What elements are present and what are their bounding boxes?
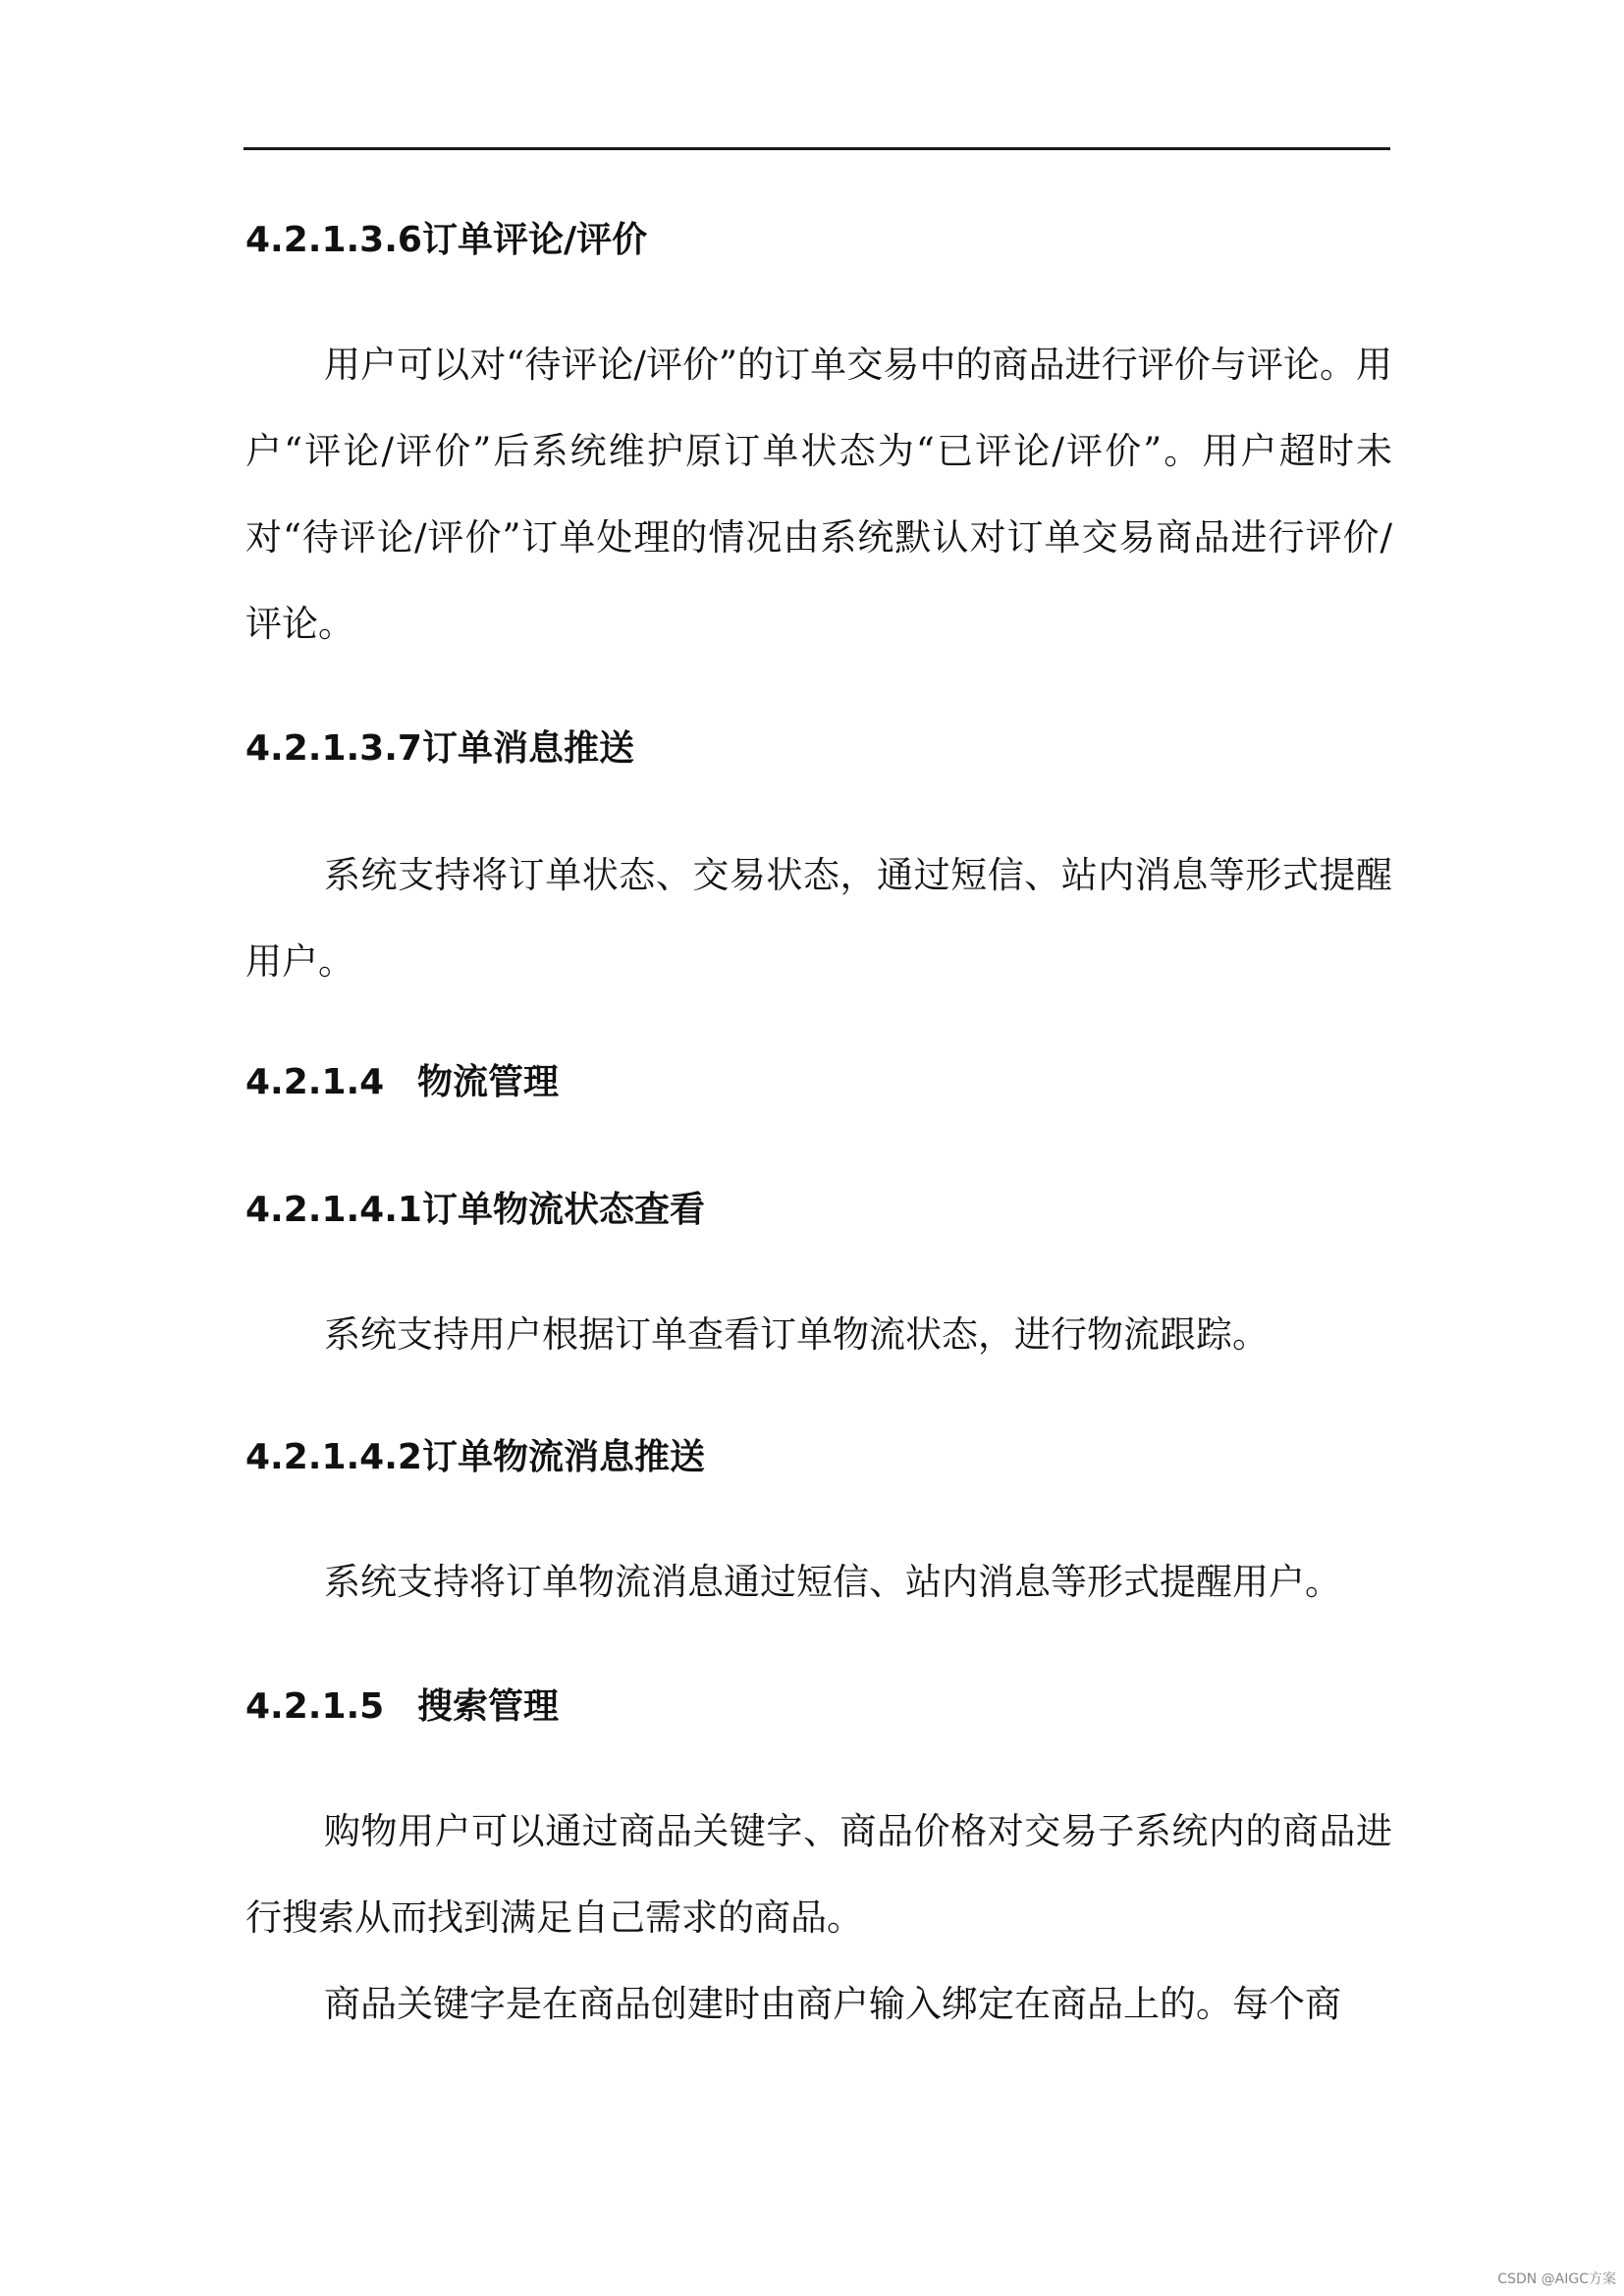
paragraph-search-intro: 购物用户可以通过商品关键字、商品价格对交易子系统内的商品进行搜索从而找到满足自己需求的商品。 xyxy=(245,1810,1392,1939)
section-title: 订单消息推送 xyxy=(422,728,635,769)
section-heading-4-2-1-5 xyxy=(245,1684,559,1730)
section-heading-4-2-1-4-2 xyxy=(245,1435,705,1480)
section-heading-4-2-1-4-1 xyxy=(245,1188,705,1233)
section-number: 4.2.1.3.6 xyxy=(245,220,422,260)
paragraph-order-push: 系统支持将订单状态、交易状态，通过短信、站内消息等形式提醒用户。 xyxy=(245,854,1392,983)
section-heading-4-2-1-3-6 xyxy=(245,218,647,263)
paragraph-order-review: 用户可以对“待评论/评价”的订单交易中的商品进行评价与评论。用户“评论/评价”后系统维护原订单状态为“已评论/评价”。用户超时未对“待评论/评价”订单处理的情况由系统默认对订单交易商品进行评价/评论。 xyxy=(245,344,1392,645)
section-title: 物流管理 xyxy=(417,1062,560,1102)
watermark: CSDN @AIGC方案 xyxy=(1497,2271,1616,2287)
paragraph-keyword: 商品关键字是在商品创建时由商户输入绑定在商品上的。每个商 xyxy=(324,1983,1341,2025)
section-number: 4.2.1.4 xyxy=(245,1062,385,1102)
paragraph-logistics-status: 系统支持用户根据订单查看订单物流状态，进行物流跟踪。 xyxy=(324,1313,1269,1356)
section-title: 搜索管理 xyxy=(417,1686,560,1727)
section-number: 4.2.1.5 xyxy=(245,1686,385,1727)
section-title: 订单物流消息推送 xyxy=(422,1437,706,1477)
section-number: 4.2.1.4.2 xyxy=(245,1437,422,1477)
section-number: 4.2.1.4.1 xyxy=(245,1190,422,1230)
section-heading-4-2-1-4 xyxy=(245,1060,559,1105)
section-title: 订单物流状态查看 xyxy=(422,1190,706,1230)
header-rule xyxy=(244,147,1390,150)
section-number: 4.2.1.3.7 xyxy=(245,728,422,769)
section-heading-4-2-1-3-7 xyxy=(245,726,634,772)
paragraph-logistics-push: 系统支持将订单物流消息通过短信、站内消息等形式提醒用户。 xyxy=(324,1561,1341,1603)
section-title: 订单评论/评价 xyxy=(422,220,648,260)
